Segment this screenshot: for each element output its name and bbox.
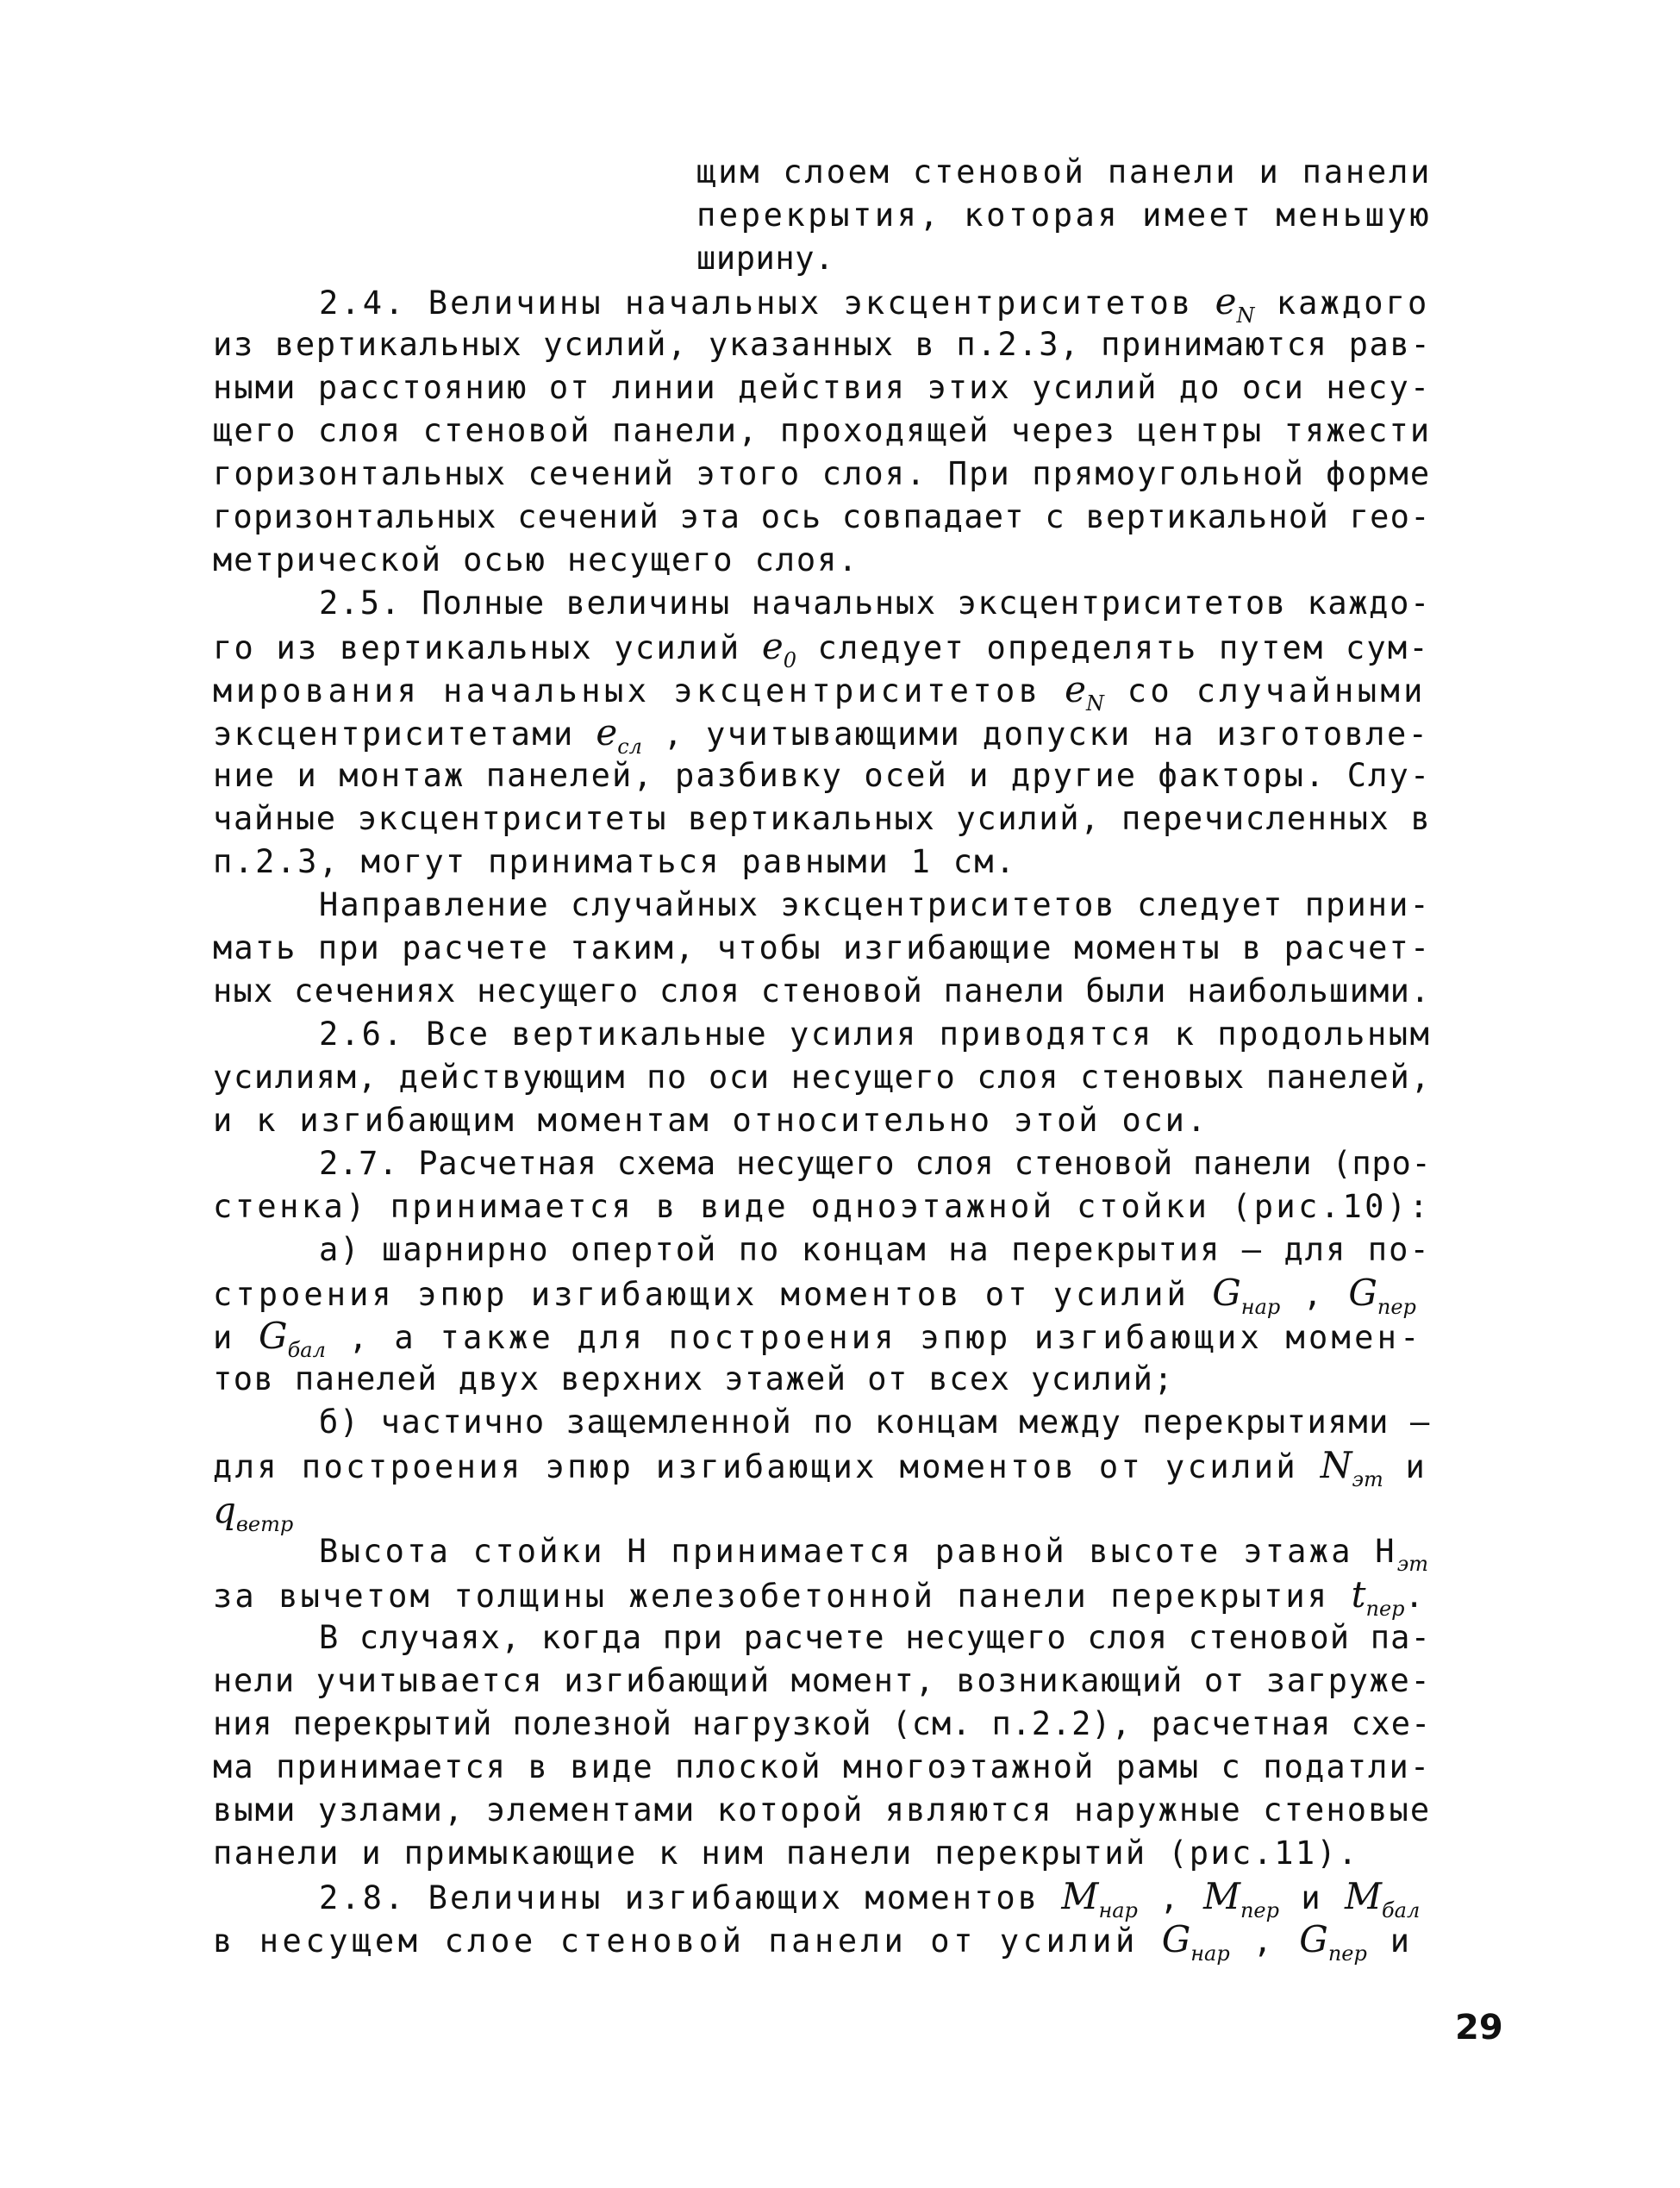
math-subscript: эт [1396, 1552, 1428, 1576]
text-run: и [1278, 1879, 1345, 1916]
text-line [213, 625, 1430, 672]
text-run: со случайными [1103, 672, 1427, 710]
text-run: 2.5. Полные величины начальных эксцентриситетов каждо- [319, 585, 1431, 622]
text-line [213, 668, 1427, 716]
text-run: 2.6. Все вертикальные усилия приводятся к продольным [319, 1016, 1432, 1053]
text-run: за вычетом толщины железобетонной панели перекрытия [213, 1578, 1352, 1615]
text-run: ма принимается в виде плоской многоэтажной рамы с податли- [213, 1748, 1432, 1785]
math-symbol: G [1161, 1918, 1191, 1960]
text-line [319, 1533, 1428, 1576]
text-run: ние и монтаж панелей, разбивку осей и другие факторы. Слу- [213, 757, 1432, 794]
text-run: В случаях, когда при расчете несущего слоя стеновой па- [319, 1619, 1432, 1656]
text-run: го из вертикальных усилий [213, 629, 762, 666]
text-run: в несущем слое стеновой панели от усилий [213, 1922, 1162, 1960]
math-symbol: G [259, 1315, 288, 1357]
math-subscript: сл [617, 735, 642, 759]
math-subscript: бал [1382, 1898, 1421, 1922]
text-run: тов панелей двух верхних этажей от всех усилий; [213, 1360, 1175, 1397]
text-line [213, 1662, 1431, 1700]
text-line [213, 1489, 294, 1536]
text-line [213, 1188, 1431, 1226]
text-run: , [1280, 1276, 1349, 1313]
text-run: и [1383, 1448, 1428, 1485]
text-line [319, 886, 1431, 924]
text-run: щего слоя стеновой панели, проходящей через центры тяжести [213, 412, 1432, 449]
math-symbol: q [213, 1489, 236, 1531]
math-subscript: нар [1240, 1295, 1281, 1319]
text-line [213, 1444, 1428, 1491]
text-line [696, 197, 1432, 234]
math-subscript: N [1085, 691, 1104, 716]
text-line [213, 326, 1431, 364]
math-symbol: G [1212, 1272, 1241, 1314]
text-line [319, 280, 1430, 328]
text-run: ния перекрытий полезной нагрузкой (см. п.2.2), расчетная схе- [213, 1705, 1432, 1742]
text-line [213, 412, 1431, 450]
text-line [319, 1145, 1432, 1183]
text-run: б) частично защемленной по концам между перекрытиями – [319, 1403, 1431, 1441]
text-run: перекрытия, которая имеет меньшую [696, 197, 1433, 234]
text-run: каждого [1254, 284, 1430, 322]
text-line [213, 369, 1431, 407]
text-run: ных сечениях несущего слоя стеновой панели были наибольшими. [213, 972, 1431, 1010]
text-line [213, 1791, 1431, 1829]
text-run: и [1366, 1922, 1414, 1960]
text-run: панели и примыкающие к ним панели перекрытий (рис.11). [213, 1835, 1359, 1872]
text-run: метрической осью несущего слоя. [213, 541, 859, 578]
math-subscript: N [1236, 303, 1255, 328]
text-line [213, 1748, 1431, 1786]
text-line [213, 1835, 1359, 1872]
math-subscript: 0 [783, 648, 797, 672]
text-line [319, 1619, 1431, 1657]
text-run: нели учитывается изгибающий момент, возникающий от загруже- [213, 1662, 1432, 1699]
text-run: и к изгибающим моментам относительно этой оси. [213, 1102, 1208, 1139]
text-line [213, 757, 1431, 795]
math-subscript: пер [1365, 1597, 1405, 1621]
text-line [213, 498, 1431, 536]
math-symbol: e [596, 711, 618, 753]
math-symbol: M [1061, 1875, 1099, 1917]
math-subscript: пер [1240, 1898, 1279, 1922]
text-line [319, 1403, 1431, 1441]
text-line [213, 455, 1431, 493]
text-run: . [1404, 1578, 1427, 1615]
text-line [319, 1231, 1431, 1269]
text-run: Направление случайных эксцентриситетов следует прини- [319, 886, 1431, 923]
text-run: а) шарнирно опертой по концам на перекрытия – для по- [319, 1231, 1431, 1268]
text-run: чайные эксцентриситеты вертикальных усилий, перечисленных в [213, 800, 1432, 837]
math-symbol: N [1320, 1444, 1352, 1486]
math-symbol: G [1348, 1272, 1377, 1314]
text-run: строения эпюр изгибающих моментов от усилий [213, 1276, 1213, 1313]
text-line [213, 1272, 1416, 1319]
text-run: , учитывающими допуски на изготовле- [641, 716, 1430, 753]
text-line [696, 240, 834, 278]
text-run: эксцентриситетами [213, 716, 596, 753]
math-symbol: e [761, 625, 784, 667]
text-line [213, 972, 1431, 1010]
text-line [213, 929, 1431, 967]
math-subscript: бал [287, 1338, 326, 1362]
text-run: выми узлами, элементами которой являются наружные стеновые [213, 1791, 1432, 1829]
math-symbol: e [1215, 280, 1237, 322]
text-run: для построения эпюр изгибающих моментов от усилий [213, 1448, 1321, 1485]
math-subscript: пер [1327, 1941, 1367, 1966]
text-run: горизонтальных сечений эта ось совпадает с вертикальной гео- [213, 498, 1431, 535]
math-subscript: нар [1098, 1898, 1138, 1922]
text-run: п.2.3, могут приниматься равными 1 см. [213, 843, 1017, 880]
text-run: и [213, 1319, 259, 1356]
text-line [213, 711, 1430, 759]
text-line [213, 800, 1431, 838]
text-line [213, 1102, 1208, 1140]
text-line [213, 1059, 1431, 1097]
math-symbol: e [1065, 668, 1086, 710]
text-run: , [1137, 1879, 1203, 1916]
text-line [696, 153, 1432, 191]
text-line [213, 1315, 1423, 1362]
math-symbol: M [1202, 1875, 1240, 1917]
math-symbol: t [1351, 1573, 1366, 1616]
text-run: Высота стойки H принимается равной высоте этажа H [319, 1533, 1397, 1570]
text-line [213, 1705, 1431, 1743]
text-line [319, 585, 1431, 622]
text-run: стенка) принимается в виде одноэтажной стойки (рис.10): [213, 1188, 1432, 1225]
text-line [319, 1875, 1421, 1922]
math-subscript: ветр [235, 1512, 294, 1536]
text-run: 2.4. Величины начальных эксцентриситетов [319, 284, 1215, 322]
math-symbol: M [1345, 1875, 1383, 1917]
text-run: ширину. [696, 240, 834, 277]
math-subscript: пер [1377, 1295, 1416, 1319]
text-run: щим слоем стеновой панели и панели [696, 153, 1433, 191]
text-line [213, 1573, 1427, 1621]
text-line [213, 1360, 1174, 1398]
text-line [213, 541, 859, 579]
math-symbol: G [1299, 1918, 1328, 1960]
text-line [213, 1918, 1414, 1966]
text-run: усилиям, действующим по оси несущего слоя стеновых панелей, [213, 1059, 1432, 1096]
text-line [319, 1016, 1431, 1053]
math-subscript: нар [1190, 1941, 1230, 1966]
page-number: 29 [1455, 2008, 1503, 2047]
text-run: следует определять путем сум- [796, 629, 1430, 666]
text-run: из вертикальных усилий, указанных в п.2.3, принимаются рав- [213, 326, 1432, 363]
text-run: 2.7. Расчетная схема несущего слоя стеновой панели (про- [319, 1145, 1432, 1182]
text-run: , а также для построения эпюр изгибающих момен- [325, 1319, 1423, 1356]
text-line [213, 843, 1016, 881]
text-run: мирования начальных эксцентриситетов [213, 672, 1065, 710]
text-run: ными расстоянию от линии действия этих усилий до оси несу- [213, 369, 1432, 406]
text-run: , [1229, 1922, 1300, 1960]
text-run: 2.8. Величины изгибающих моментов [319, 1879, 1062, 1916]
text-run: горизонтальных сечений этого слоя. При прямоугольной форме [213, 455, 1432, 492]
math-subscript: эт [1352, 1467, 1383, 1491]
text-run: мать при расчете таким, чтобы изгибающие моменты в расчет- [213, 929, 1432, 966]
